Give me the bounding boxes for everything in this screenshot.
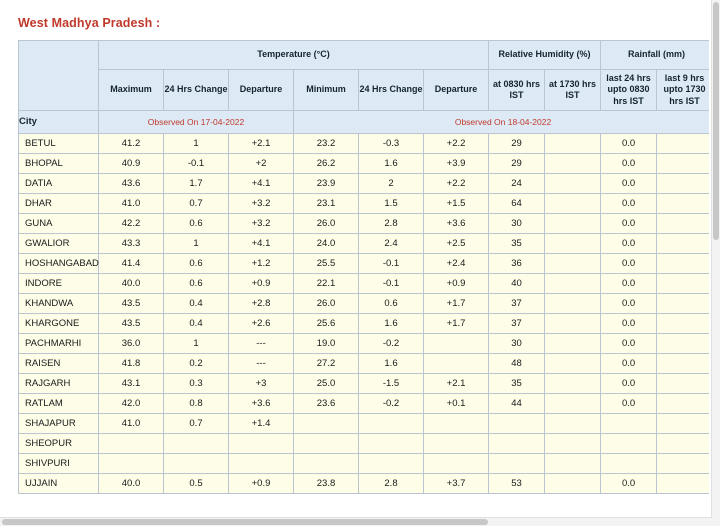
cell-rain-9hrs	[657, 254, 713, 274]
table-row	[19, 474, 713, 494]
header-max-24hr-change: 24 Hrs Change	[164, 70, 229, 111]
cell-rain-24hrs: 0.0	[601, 174, 657, 194]
cell-max-24hr-change: 0.4	[164, 314, 229, 334]
table-body	[19, 134, 713, 494]
table-row	[19, 454, 713, 474]
table-row	[19, 434, 713, 454]
vertical-scrollbar[interactable]	[711, 0, 720, 526]
cell-rain-9hrs	[657, 414, 713, 434]
header-rh-1730: at 1730 hrs IST	[545, 70, 601, 111]
cell-min-24hr-change: -0.1	[359, 254, 424, 274]
cell-min-24hr-change	[359, 454, 424, 474]
cell-rh-1730	[545, 274, 601, 294]
cell-rh-1730	[545, 234, 601, 254]
cell-rain-24hrs: 0.0	[601, 214, 657, 234]
cell-min-departure: +2.4	[424, 254, 489, 274]
cell-max: 40.9	[99, 154, 164, 174]
table-row	[19, 314, 713, 334]
cell-min: 23.2	[294, 134, 359, 154]
cell-rh-1730	[545, 454, 601, 474]
cell-min: 25.6	[294, 314, 359, 334]
cell-min-departure	[424, 434, 489, 454]
cell-rain-9hrs	[657, 214, 713, 234]
header-min-24hr-change: 24 Hrs Change	[359, 70, 424, 111]
cell-max-departure: +0.9	[229, 274, 294, 294]
cell-min-24hr-change: -0.2	[359, 334, 424, 354]
cell-rain-9hrs	[657, 294, 713, 314]
header-min: Minimum	[294, 70, 359, 111]
cell-city: SHEOPUR	[19, 434, 99, 454]
table-row	[19, 394, 713, 414]
cell-rain-9hrs	[657, 234, 713, 254]
vertical-scrollbar-thumb[interactable]	[713, 2, 719, 240]
cell-rain-24hrs: 0.0	[601, 314, 657, 334]
page-title: West Madhya Pradesh :	[18, 16, 161, 30]
cell-rh-1730	[545, 214, 601, 234]
cell-city: RATLAM	[19, 394, 99, 414]
cell-rain-9hrs	[657, 374, 713, 394]
cell-rain-9hrs	[657, 454, 713, 474]
cell-max-24hr-change: 0.3	[164, 374, 229, 394]
cell-rh-1730	[545, 394, 601, 414]
cell-max: 41.4	[99, 254, 164, 274]
cell-max-departure: +3.2	[229, 194, 294, 214]
cell-rh-0830: 35	[489, 374, 545, 394]
horizontal-scrollbar-thumb[interactable]	[2, 519, 488, 525]
cell-rain-24hrs: 0.0	[601, 474, 657, 494]
cell-max: 41.0	[99, 194, 164, 214]
cell-max-24hr-change: 0.6	[164, 254, 229, 274]
cell-min-departure: +2.5	[424, 234, 489, 254]
cell-min-24hr-change: 0.6	[359, 294, 424, 314]
cell-rain-24hrs: 0.0	[601, 334, 657, 354]
table-row	[19, 214, 713, 234]
cell-rain-9hrs	[657, 154, 713, 174]
cell-city: GUNA	[19, 214, 99, 234]
cell-rain-24hrs: 0.0	[601, 394, 657, 414]
cell-rain-24hrs	[601, 434, 657, 454]
header-city: City	[19, 111, 99, 134]
cell-min-departure: +1.7	[424, 294, 489, 314]
cell-rh-0830: 48	[489, 354, 545, 374]
table-row	[19, 194, 713, 214]
cell-rh-0830: 35	[489, 234, 545, 254]
cell-rain-9hrs	[657, 334, 713, 354]
cell-min-24hr-change: 2.8	[359, 474, 424, 494]
cell-min-departure: +1.5	[424, 194, 489, 214]
table-row	[19, 334, 713, 354]
cell-min-departure: +0.9	[424, 274, 489, 294]
cell-rh-1730	[545, 314, 601, 334]
cell-city: PACHMARHI	[19, 334, 99, 354]
table-row	[19, 274, 713, 294]
cell-rain-9hrs	[657, 434, 713, 454]
header-group-humidity: Relative Humidity (%)	[489, 41, 601, 70]
cell-max-24hr-change: 1	[164, 334, 229, 354]
table-row	[19, 174, 713, 194]
cell-rain-24hrs: 0.0	[601, 254, 657, 274]
cell-max	[99, 454, 164, 474]
cell-min-departure	[424, 414, 489, 434]
cell-max-departure: +1.2	[229, 254, 294, 274]
cell-rh-1730	[545, 154, 601, 174]
table-row	[19, 354, 713, 374]
cell-max-departure: +1.4	[229, 414, 294, 434]
cell-min: 27.2	[294, 354, 359, 374]
cell-max-24hr-change: 0.4	[164, 294, 229, 314]
cell-min-24hr-change: 2	[359, 174, 424, 194]
cell-rain-9hrs	[657, 194, 713, 214]
cell-max: 41.0	[99, 414, 164, 434]
cell-city: INDORE	[19, 274, 99, 294]
cell-min: 22.1	[294, 274, 359, 294]
cell-max-departure: ---	[229, 334, 294, 354]
header-group-rainfall: Rainfall (mm)	[601, 41, 713, 70]
table-row	[19, 154, 713, 174]
cell-min-24hr-change: 1.6	[359, 354, 424, 374]
cell-max-24hr-change: -0.1	[164, 154, 229, 174]
cell-rh-0830: 29	[489, 134, 545, 154]
cell-max: 43.5	[99, 294, 164, 314]
cell-city: UJJAIN	[19, 474, 99, 494]
cell-rain-9hrs	[657, 134, 713, 154]
cell-min-24hr-change: 1.5	[359, 194, 424, 214]
cell-rain-9hrs	[657, 354, 713, 374]
cell-rh-0830: 64	[489, 194, 545, 214]
cell-max-24hr-change: 1.7	[164, 174, 229, 194]
cell-rain-24hrs: 0.0	[601, 354, 657, 374]
cell-min-departure	[424, 334, 489, 354]
cell-min: 26.2	[294, 154, 359, 174]
cell-min: 23.1	[294, 194, 359, 214]
table-row	[19, 294, 713, 314]
cell-rh-0830	[489, 454, 545, 474]
header-rain-24hrs: last 24 hrs upto 0830 hrs IST	[601, 70, 657, 111]
cell-rh-1730	[545, 354, 601, 374]
cell-min-departure: +2.2	[424, 174, 489, 194]
cell-rh-0830: 40	[489, 274, 545, 294]
table-row	[19, 134, 713, 154]
cell-min: 25.0	[294, 374, 359, 394]
cell-rh-0830: 24	[489, 174, 545, 194]
cell-rh-1730	[545, 294, 601, 314]
header-rain-9hrs: last 9 hrs upto 1730 hrs IST	[657, 70, 713, 111]
cell-city: RAJGARH	[19, 374, 99, 394]
cell-max-departure	[229, 434, 294, 454]
cell-min-24hr-change	[359, 414, 424, 434]
cell-min-departure: +3.7	[424, 474, 489, 494]
cell-min-24hr-change: -1.5	[359, 374, 424, 394]
cell-min-departure	[424, 454, 489, 474]
cell-max-24hr-change: 0.7	[164, 194, 229, 214]
table-header	[19, 41, 713, 134]
cell-min	[294, 414, 359, 434]
cell-min	[294, 454, 359, 474]
cell-rh-1730	[545, 334, 601, 354]
cell-city: DHAR	[19, 194, 99, 214]
cell-max-departure: +4.1	[229, 234, 294, 254]
cell-city: KHARGONE	[19, 314, 99, 334]
cell-max: 36.0	[99, 334, 164, 354]
header-max: Maximum	[99, 70, 164, 111]
cell-city: KHANDWA	[19, 294, 99, 314]
header-sub-row	[19, 70, 713, 111]
cell-min: 23.8	[294, 474, 359, 494]
cell-min: 24.0	[294, 234, 359, 254]
cell-max-24hr-change: 0.8	[164, 394, 229, 414]
cell-max: 40.0	[99, 474, 164, 494]
cell-rain-9hrs	[657, 314, 713, 334]
cell-min: 26.0	[294, 214, 359, 234]
cell-max-24hr-change: 0.7	[164, 414, 229, 434]
cell-rain-24hrs: 0.0	[601, 294, 657, 314]
cell-rain-24hrs	[601, 454, 657, 474]
table-row	[19, 234, 713, 254]
cell-max-24hr-change	[164, 434, 229, 454]
cell-min-24hr-change	[359, 434, 424, 454]
cell-rain-9hrs	[657, 394, 713, 414]
cell-min-departure: +1.7	[424, 314, 489, 334]
cell-max-departure: +3.6	[229, 394, 294, 414]
cell-min-departure	[424, 354, 489, 374]
cell-rh-0830: 36	[489, 254, 545, 274]
table-row	[19, 374, 713, 394]
weather-table	[18, 40, 713, 494]
cell-min-departure: +2.1	[424, 374, 489, 394]
cell-rh-1730	[545, 474, 601, 494]
cell-min: 19.0	[294, 334, 359, 354]
observed-row	[19, 111, 713, 134]
cell-rain-9hrs	[657, 474, 713, 494]
table-row	[19, 254, 713, 274]
header-group-temperature: Temperature (°C)	[99, 41, 489, 70]
cell-city: SHIVPURI	[19, 454, 99, 474]
cell-rain-24hrs: 0.0	[601, 134, 657, 154]
observed-date-min: Observed On 18-04-2022	[294, 111, 713, 134]
cell-min-24hr-change: 1.6	[359, 154, 424, 174]
cell-max: 42.0	[99, 394, 164, 414]
cell-rh-1730	[545, 194, 601, 214]
cell-max-departure: +0.9	[229, 474, 294, 494]
cell-max: 42.2	[99, 214, 164, 234]
cell-max: 41.2	[99, 134, 164, 154]
cell-min-24hr-change: 1.6	[359, 314, 424, 334]
cell-max-24hr-change: 0.6	[164, 274, 229, 294]
cell-min-24hr-change: -0.2	[359, 394, 424, 414]
cell-max	[99, 434, 164, 454]
cell-rh-0830: 44	[489, 394, 545, 414]
cell-max-24hr-change: 1	[164, 234, 229, 254]
cell-max-24hr-change: 1	[164, 134, 229, 154]
cell-rh-0830: 37	[489, 294, 545, 314]
cell-min-departure: +3.6	[424, 214, 489, 234]
cell-max-departure: +2	[229, 154, 294, 174]
cell-max-24hr-change: 0.6	[164, 214, 229, 234]
cell-rh-0830: 30	[489, 334, 545, 354]
cell-rain-24hrs: 0.0	[601, 194, 657, 214]
cell-rain-24hrs: 0.0	[601, 154, 657, 174]
cell-city: SHAJAPUR	[19, 414, 99, 434]
header-rh-0830: at 0830 hrs IST	[489, 70, 545, 111]
cell-rh-1730	[545, 254, 601, 274]
header-corner-blank	[19, 41, 99, 111]
cell-rain-24hrs	[601, 414, 657, 434]
cell-max-departure: +2.1	[229, 134, 294, 154]
horizontal-scrollbar[interactable]	[0, 517, 712, 526]
cell-rh-0830: 53	[489, 474, 545, 494]
cell-rh-0830	[489, 414, 545, 434]
cell-max-departure: +3	[229, 374, 294, 394]
cell-rh-1730	[545, 374, 601, 394]
cell-rain-24hrs: 0.0	[601, 374, 657, 394]
observed-date-max: Observed On 17-04-2022	[99, 111, 294, 134]
cell-min: 26.0	[294, 294, 359, 314]
cell-city: GWALIOR	[19, 234, 99, 254]
cell-max: 43.3	[99, 234, 164, 254]
cell-rh-0830: 29	[489, 154, 545, 174]
cell-min-departure: +3.9	[424, 154, 489, 174]
cell-min-departure: +0.1	[424, 394, 489, 414]
cell-max: 40.0	[99, 274, 164, 294]
header-max-departure: Departure	[229, 70, 294, 111]
cell-rh-0830	[489, 434, 545, 454]
cell-min-24hr-change: 2.8	[359, 214, 424, 234]
cell-max-departure	[229, 454, 294, 474]
cell-max: 43.6	[99, 174, 164, 194]
cell-min: 25.5	[294, 254, 359, 274]
header-group-row	[19, 41, 713, 70]
table-row	[19, 414, 713, 434]
cell-max: 43.5	[99, 314, 164, 334]
cell-min-24hr-change: 2.4	[359, 234, 424, 254]
cell-max-24hr-change: 0.5	[164, 474, 229, 494]
cell-min-departure: +2.2	[424, 134, 489, 154]
cell-min-24hr-change: -0.1	[359, 274, 424, 294]
cell-rh-0830: 37	[489, 314, 545, 334]
cell-rh-0830: 30	[489, 214, 545, 234]
cell-rain-9hrs	[657, 174, 713, 194]
cell-rain-9hrs	[657, 274, 713, 294]
cell-city: BETUL	[19, 134, 99, 154]
cell-rh-1730	[545, 434, 601, 454]
cell-max-departure: ---	[229, 354, 294, 374]
cell-city: RAISEN	[19, 354, 99, 374]
cell-max-departure: +4.1	[229, 174, 294, 194]
cell-max-departure: +2.8	[229, 294, 294, 314]
cell-min	[294, 434, 359, 454]
cell-min: 23.9	[294, 174, 359, 194]
cell-rh-1730	[545, 134, 601, 154]
cell-max-24hr-change: 0.2	[164, 354, 229, 374]
cell-max-departure: +3.2	[229, 214, 294, 234]
cell-min-24hr-change: -0.3	[359, 134, 424, 154]
cell-rain-24hrs: 0.0	[601, 234, 657, 254]
cell-max-24hr-change	[164, 454, 229, 474]
cell-rh-1730	[545, 174, 601, 194]
cell-min: 23.6	[294, 394, 359, 414]
cell-city: HOSHANGABAD	[19, 254, 99, 274]
cell-max: 43.1	[99, 374, 164, 394]
cell-rh-1730	[545, 414, 601, 434]
header-min-departure: Departure	[424, 70, 489, 111]
cell-rain-24hrs: 0.0	[601, 274, 657, 294]
cell-city: BHOPAL	[19, 154, 99, 174]
cell-max-departure: +2.6	[229, 314, 294, 334]
cell-city: DATIA	[19, 174, 99, 194]
cell-max: 41.8	[99, 354, 164, 374]
